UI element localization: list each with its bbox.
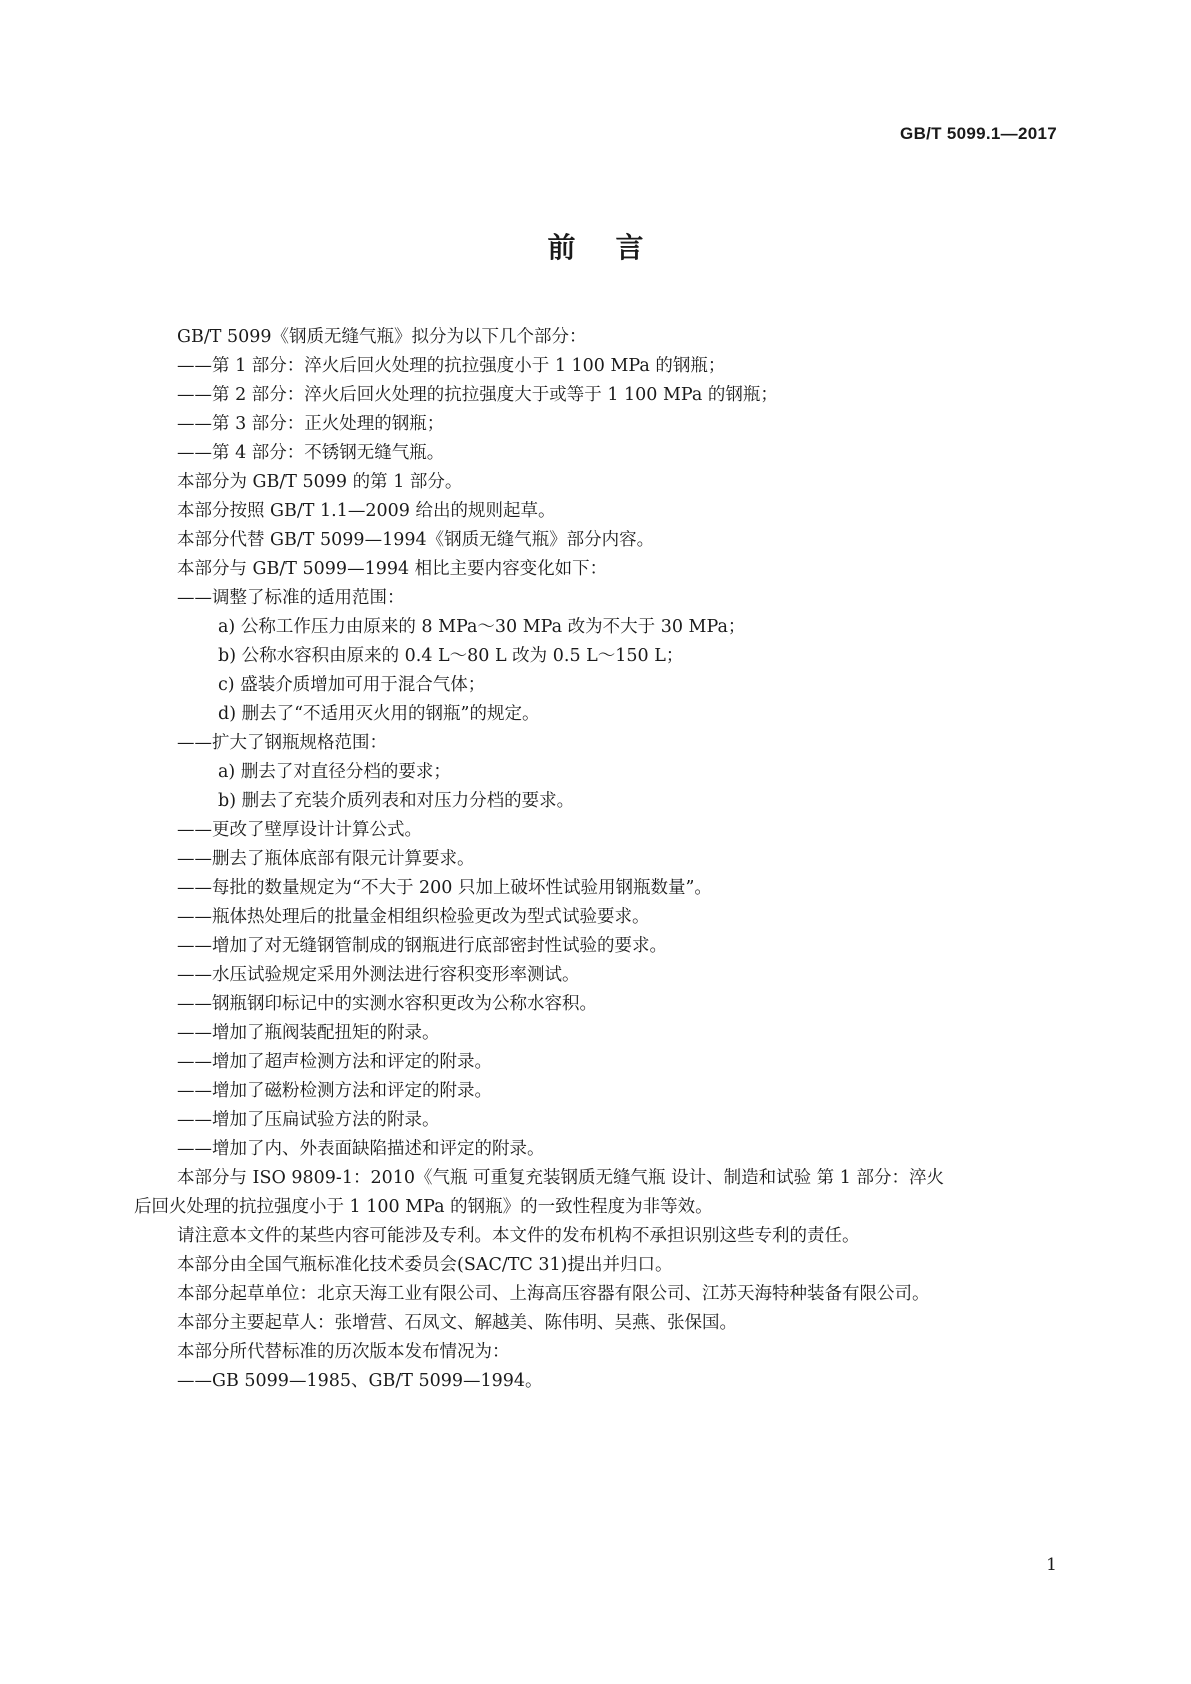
- paragraph-line: 本部分为 GB/T 5099 的第 1 部分。: [177, 472, 463, 492]
- sub-item: b) 公称水容积由原来的 0.4 L～80 L 改为 0.5 L～150 L；: [218, 646, 684, 666]
- dash-item: ——水压试验规定采用外测法进行容积变形率测试。: [177, 965, 580, 985]
- dash-item: ——第 2 部分：淬火后回火处理的抗拉强度大于或等于 1 100 MPa 的钢瓶；: [177, 385, 778, 405]
- paragraph-line: 本部分与 ISO 9809-1：2010《气瓶 可重复充装钢质无缝气瓶 设计、制造和试验 第 1 部分：淬火: [177, 1168, 944, 1188]
- dash-item: ——增加了瓶阀装配扭矩的附录。: [177, 1023, 440, 1043]
- paragraph-line: 本部分所代替标准的历次版本发布情况为：: [177, 1342, 510, 1362]
- dash-item: ——扩大了钢瓶规格范围：: [177, 733, 387, 753]
- page-number: 1: [1046, 1555, 1057, 1575]
- dash-item: ——钢瓶钢印标记中的实测水容积更改为公称水容积。: [177, 994, 597, 1014]
- sub-item: c) 盛装介质增加可用于混合气体；: [218, 675, 486, 695]
- sub-item: a) 公称工作压力由原来的 8 MPa～30 MPa 改为不大于 30 MPa；: [218, 617, 746, 637]
- paragraph-line: 本部分起草单位：北京天海工业有限公司、上海高压容器有限公司、江苏天海特种装备有限公司。: [177, 1284, 930, 1304]
- page-title: 前言: [547, 231, 684, 264]
- dash-item: ——每批的数量规定为“不大于 200 只加上破坏性试验用钢瓶数量”。: [177, 878, 712, 898]
- dash-item: ——增加了压扁试验方法的附录。: [177, 1110, 440, 1130]
- dash-item: ——增加了对无缝钢管制成的钢瓶进行底部密封性试验的要求。: [177, 936, 667, 956]
- dash-item: ——删去了瓶体底部有限元计算要求。: [177, 849, 475, 869]
- dash-item: ——调整了标准的适用范围：: [177, 588, 405, 608]
- sub-item: a) 删去了对直径分档的要求；: [218, 762, 451, 782]
- dash-item: ——瓶体热处理后的批量金相组织检验更改为型式试验要求。: [177, 907, 650, 927]
- paragraph-line: 请注意本文件的某些内容可能涉及专利。本文件的发布机构不承担识别这些专利的责任。: [177, 1226, 860, 1246]
- dash-item: ——增加了内、外表面缺陷描述和评定的附录。: [177, 1139, 545, 1159]
- dash-item: ——GB 5099—1985、GB/T 5099—1994。: [177, 1371, 543, 1391]
- paragraph-line: 本部分代替 GB/T 5099—1994《钢质无缝气瓶》部分内容。: [177, 530, 655, 550]
- dash-item: ——第 1 部分：淬火后回火处理的抗拉强度小于 1 100 MPa 的钢瓶；: [177, 356, 726, 376]
- paragraph-line: 本部分按照 GB/T 1.1—2009 给出的规则起草。: [177, 501, 556, 521]
- dash-item: ——增加了磁粉检测方法和评定的附录。: [177, 1081, 492, 1101]
- sub-item: b) 删去了充装介质列表和对压力分档的要求。: [218, 791, 575, 811]
- dash-item: ——第 4 部分：不锈钢无缝气瓶。: [177, 443, 445, 463]
- paragraph-line: 本部分由全国气瓶标准化技术委员会(SAC/TC 31)提出并归口。: [177, 1255, 673, 1275]
- dash-item: ——增加了超声检测方法和评定的附录。: [177, 1052, 492, 1072]
- standard-number: GB/T 5099.1—2017: [900, 124, 1057, 143]
- sub-item: d) 删去了“不适用灭火用的钢瓶”的规定。: [218, 704, 540, 724]
- dash-item: ——更改了壁厚设计计算公式。: [177, 820, 422, 840]
- paragraph-line: 本部分主要起草人：张增营、石凤文、解越美、陈伟明、吴燕、张保国。: [177, 1313, 737, 1333]
- paragraph-continuation: 后回火处理的抗拉强度小于 1 100 MPa 的钢瓶》的一致性程度为非等效。: [134, 1197, 713, 1217]
- dash-item: ——第 3 部分：正火处理的钢瓶；: [177, 414, 445, 434]
- paragraph-line: 本部分与 GB/T 5099—1994 相比主要内容变化如下：: [177, 559, 608, 579]
- paragraph-line: GB/T 5099《钢质无缝气瓶》拟分为以下几个部分：: [177, 327, 587, 347]
